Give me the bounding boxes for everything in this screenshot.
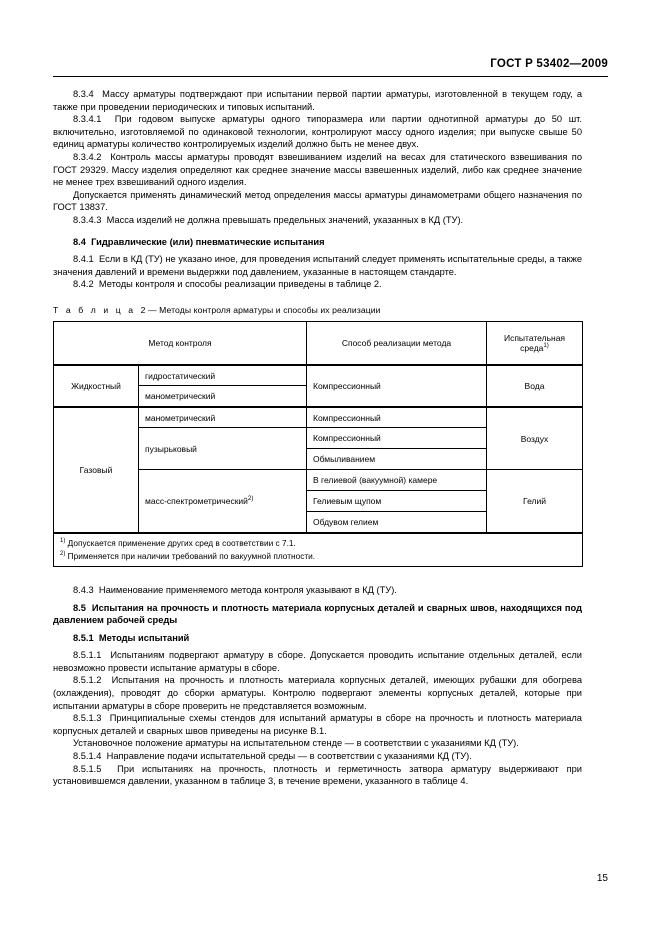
paragraph-dynamic-method (53, 189, 582, 214)
clause-number: 8.3.4.2 (73, 151, 102, 162)
cell-method-group: Газовый (54, 407, 139, 533)
cell-method: пузырьковый (139, 428, 307, 470)
cell-method: манометрический (139, 386, 307, 407)
clause-number: 8.5.1.1 (73, 650, 102, 661)
table-header-environment (487, 321, 583, 365)
table-caption-number: 2 (140, 304, 146, 315)
cell-realization: Компрессионный (307, 407, 487, 428)
footnote-marker-2: 2) (60, 551, 66, 558)
cell-method: манометрический (139, 407, 307, 428)
heading-number: 8.4 (73, 236, 86, 247)
clause-number: 8.5.1.5 (73, 763, 102, 774)
paragraph-8-3-4-2 (53, 151, 582, 189)
table-header-realization: Способ реализации метода (307, 321, 487, 365)
cell-method-label: масс-спектрометрический (145, 496, 248, 507)
paragraph-8-4-1 (53, 253, 582, 278)
clause-number: 8.4.3 (73, 584, 94, 595)
cell-realization: Обдувом гелием (307, 512, 487, 533)
clause-text: Если в КД (ТУ) не указано иное, для проведения испытаний следует применять испытательные среды, а также значения давлений и времени выдержки под давлением, указанные в настоящем стандарте. (53, 254, 583, 277)
table-header-environment-label: Испытательная среда (503, 332, 566, 353)
table-footnote-2 (60, 550, 576, 563)
cell-realization: Обмыливанием (307, 449, 487, 470)
table-footnote-1 (60, 537, 576, 550)
cell-environment: Воздух (487, 407, 583, 470)
table-caption-dash: — (147, 304, 157, 315)
clause-text: Массу арматуры подтверждают при испытании первой партии арматуры, изготовленной в текущем году, а также при проведении периодических и типовых испытаний. (53, 89, 582, 112)
clause-number: 8.3.4.1 (73, 114, 102, 125)
clause-text: Допускается применять динамический метод определения массы арматуры динамометрами общего назначения по ГОСТ 13837. (53, 189, 582, 213)
paragraph-8-5-1-1 (53, 649, 582, 674)
clause-text: Направление подачи испытательной среды — в соответствии с указаниями КД (ТУ). (106, 751, 472, 762)
heading-text: Гидравлические (или) пневматические испытания (91, 236, 325, 247)
paragraph-8-3-4-1 (53, 113, 582, 151)
clause-text: Методы контроля и способы реализации приведены в таблице 2. (98, 279, 382, 290)
clause-number: 8.4.2 (73, 279, 94, 290)
table-footnotes-row (54, 533, 583, 567)
footnote-text: Применяется при наличии требований по вакуумной плотности. (67, 550, 316, 561)
cell-realization: В гелиевой (вакуумной) камере (307, 470, 487, 491)
heading-text: Методы испытаний (98, 632, 190, 643)
footnote-marker-1: 1) (543, 342, 549, 350)
paragraph-8-4-2 (53, 278, 582, 291)
clause-text: Контроль массы арматуры проводят взвешиванием изделий на весах для статического взвешивания по ГОСТ 29329. Массу изделия определяют как среднее значение массы взвешенных изделий, либо как среднее значение не менее трех взвешиваний одного изделия. (53, 151, 582, 188)
paragraph-8-3-4 (53, 88, 582, 113)
cell-environment: Гелий (487, 470, 583, 533)
clause-number: 8.5.1.2 (73, 675, 102, 686)
heading-8-5-1 (53, 632, 582, 645)
paragraph-8-5-1-2 (53, 674, 582, 712)
paragraph-8-5-1-5 (53, 763, 582, 788)
footnote-marker-1: 1) (60, 538, 66, 545)
table-2-control-methods (53, 321, 583, 567)
clause-text: При испытаниях на прочность, плотность и герметичность затвора арматуру выдерживают при установившемся давлении, указанном в таблице 3, в течение времени, указанного в таблице 4. (53, 763, 582, 787)
cell-method (139, 470, 307, 533)
table-caption-label: Т а б л и ц а (53, 304, 136, 315)
cell-method-group: Жидкостный (54, 365, 139, 407)
table-header-method: Метод контроля (54, 321, 307, 365)
cell-realization: Компрессионный (307, 428, 487, 449)
table-footnotes-cell (54, 533, 583, 567)
table-header-row (54, 321, 583, 365)
clause-text: Принципиальные схемы стендов для испытаний арматуры в сборе на прочность и плотность материала корпусных деталей и сварных швов приведены на рисунке В.1. (53, 713, 582, 736)
page-header-standard-number: ГОСТ Р 53402—2009 (490, 58, 608, 70)
clause-number: 8.5.1.3 (73, 713, 102, 724)
footnote-marker-2: 2) (247, 495, 254, 503)
table-caption-title: Методы контроля арматуры и способы их реализации (159, 304, 381, 315)
cell-realization: Компрессионный (307, 365, 487, 407)
table-row (54, 365, 583, 386)
paragraph-8-4-3 (53, 584, 582, 597)
clause-number: 8.4.1 (73, 254, 94, 265)
page-content (53, 88, 582, 788)
paragraph-8-3-4-3 (53, 214, 582, 227)
heading-8-4 (53, 236, 582, 249)
table-row (54, 407, 583, 428)
clause-number: 8.3.4.3 (73, 214, 102, 225)
clause-text: При годовом выпуске арматуры одного типоразмера или партии однотипной арматуры до 50 шт. включительно, изготовляемой по одинаковой технологии, контролируют массу одного изделия; при выпуске свыше 50 единиц арматуры количество контролируемых изделий должно быть не менее двух. (53, 114, 582, 150)
table-2-caption (53, 305, 582, 315)
clause-number: 8.5.1.4 (73, 751, 102, 762)
heading-number: 8.5 (73, 602, 86, 613)
cell-method: гидростатический (139, 365, 307, 386)
heading-text: Испытания на прочность и плотность материала корпусных деталей и сварных швов, находящихся под давлением рабочей среды (53, 602, 583, 626)
clause-text: Масса изделий не должна превышать предельных значений, указанных в КД (ТУ). (106, 214, 464, 225)
cell-environment: Вода (487, 365, 583, 407)
heading-8-5 (53, 602, 582, 627)
clause-text: Наименование применяемого метода контроля указывают в КД (ТУ). (98, 584, 397, 595)
heading-number: 8.5.1 (73, 632, 94, 643)
paragraph-mounting-position (53, 737, 582, 750)
cell-realization: Гелиевым щупом (307, 491, 487, 512)
clause-text: Испытания на прочность и плотность материала корпусных деталей, имеющих рубашки для обогрева (охлаждения), проводят до сборки арматуры. Контролю подвергают элементы корпусных деталей, которые при испытании арматуры в сборе проверить не представляется возможным. (53, 675, 582, 711)
clause-text: Установочное положение арматуры на испытательном стенде — в соответствии с указаниями КД (ТУ). (73, 738, 519, 749)
page-number: 15 (596, 873, 608, 884)
header-rule (53, 76, 608, 77)
clause-number: 8.3.4 (73, 89, 94, 99)
footnote-text: Допускается применение других сред в соответствии с 7.1. (67, 537, 296, 548)
clause-text: Испытаниям подвергают арматуру в сборе. Допускается проводить испытание отдельных деталей, если невозможно провести испытание арматуры в сборе. (53, 650, 582, 673)
paragraph-8-5-1-3 (53, 712, 582, 737)
paragraph-8-5-1-4 (53, 750, 582, 763)
